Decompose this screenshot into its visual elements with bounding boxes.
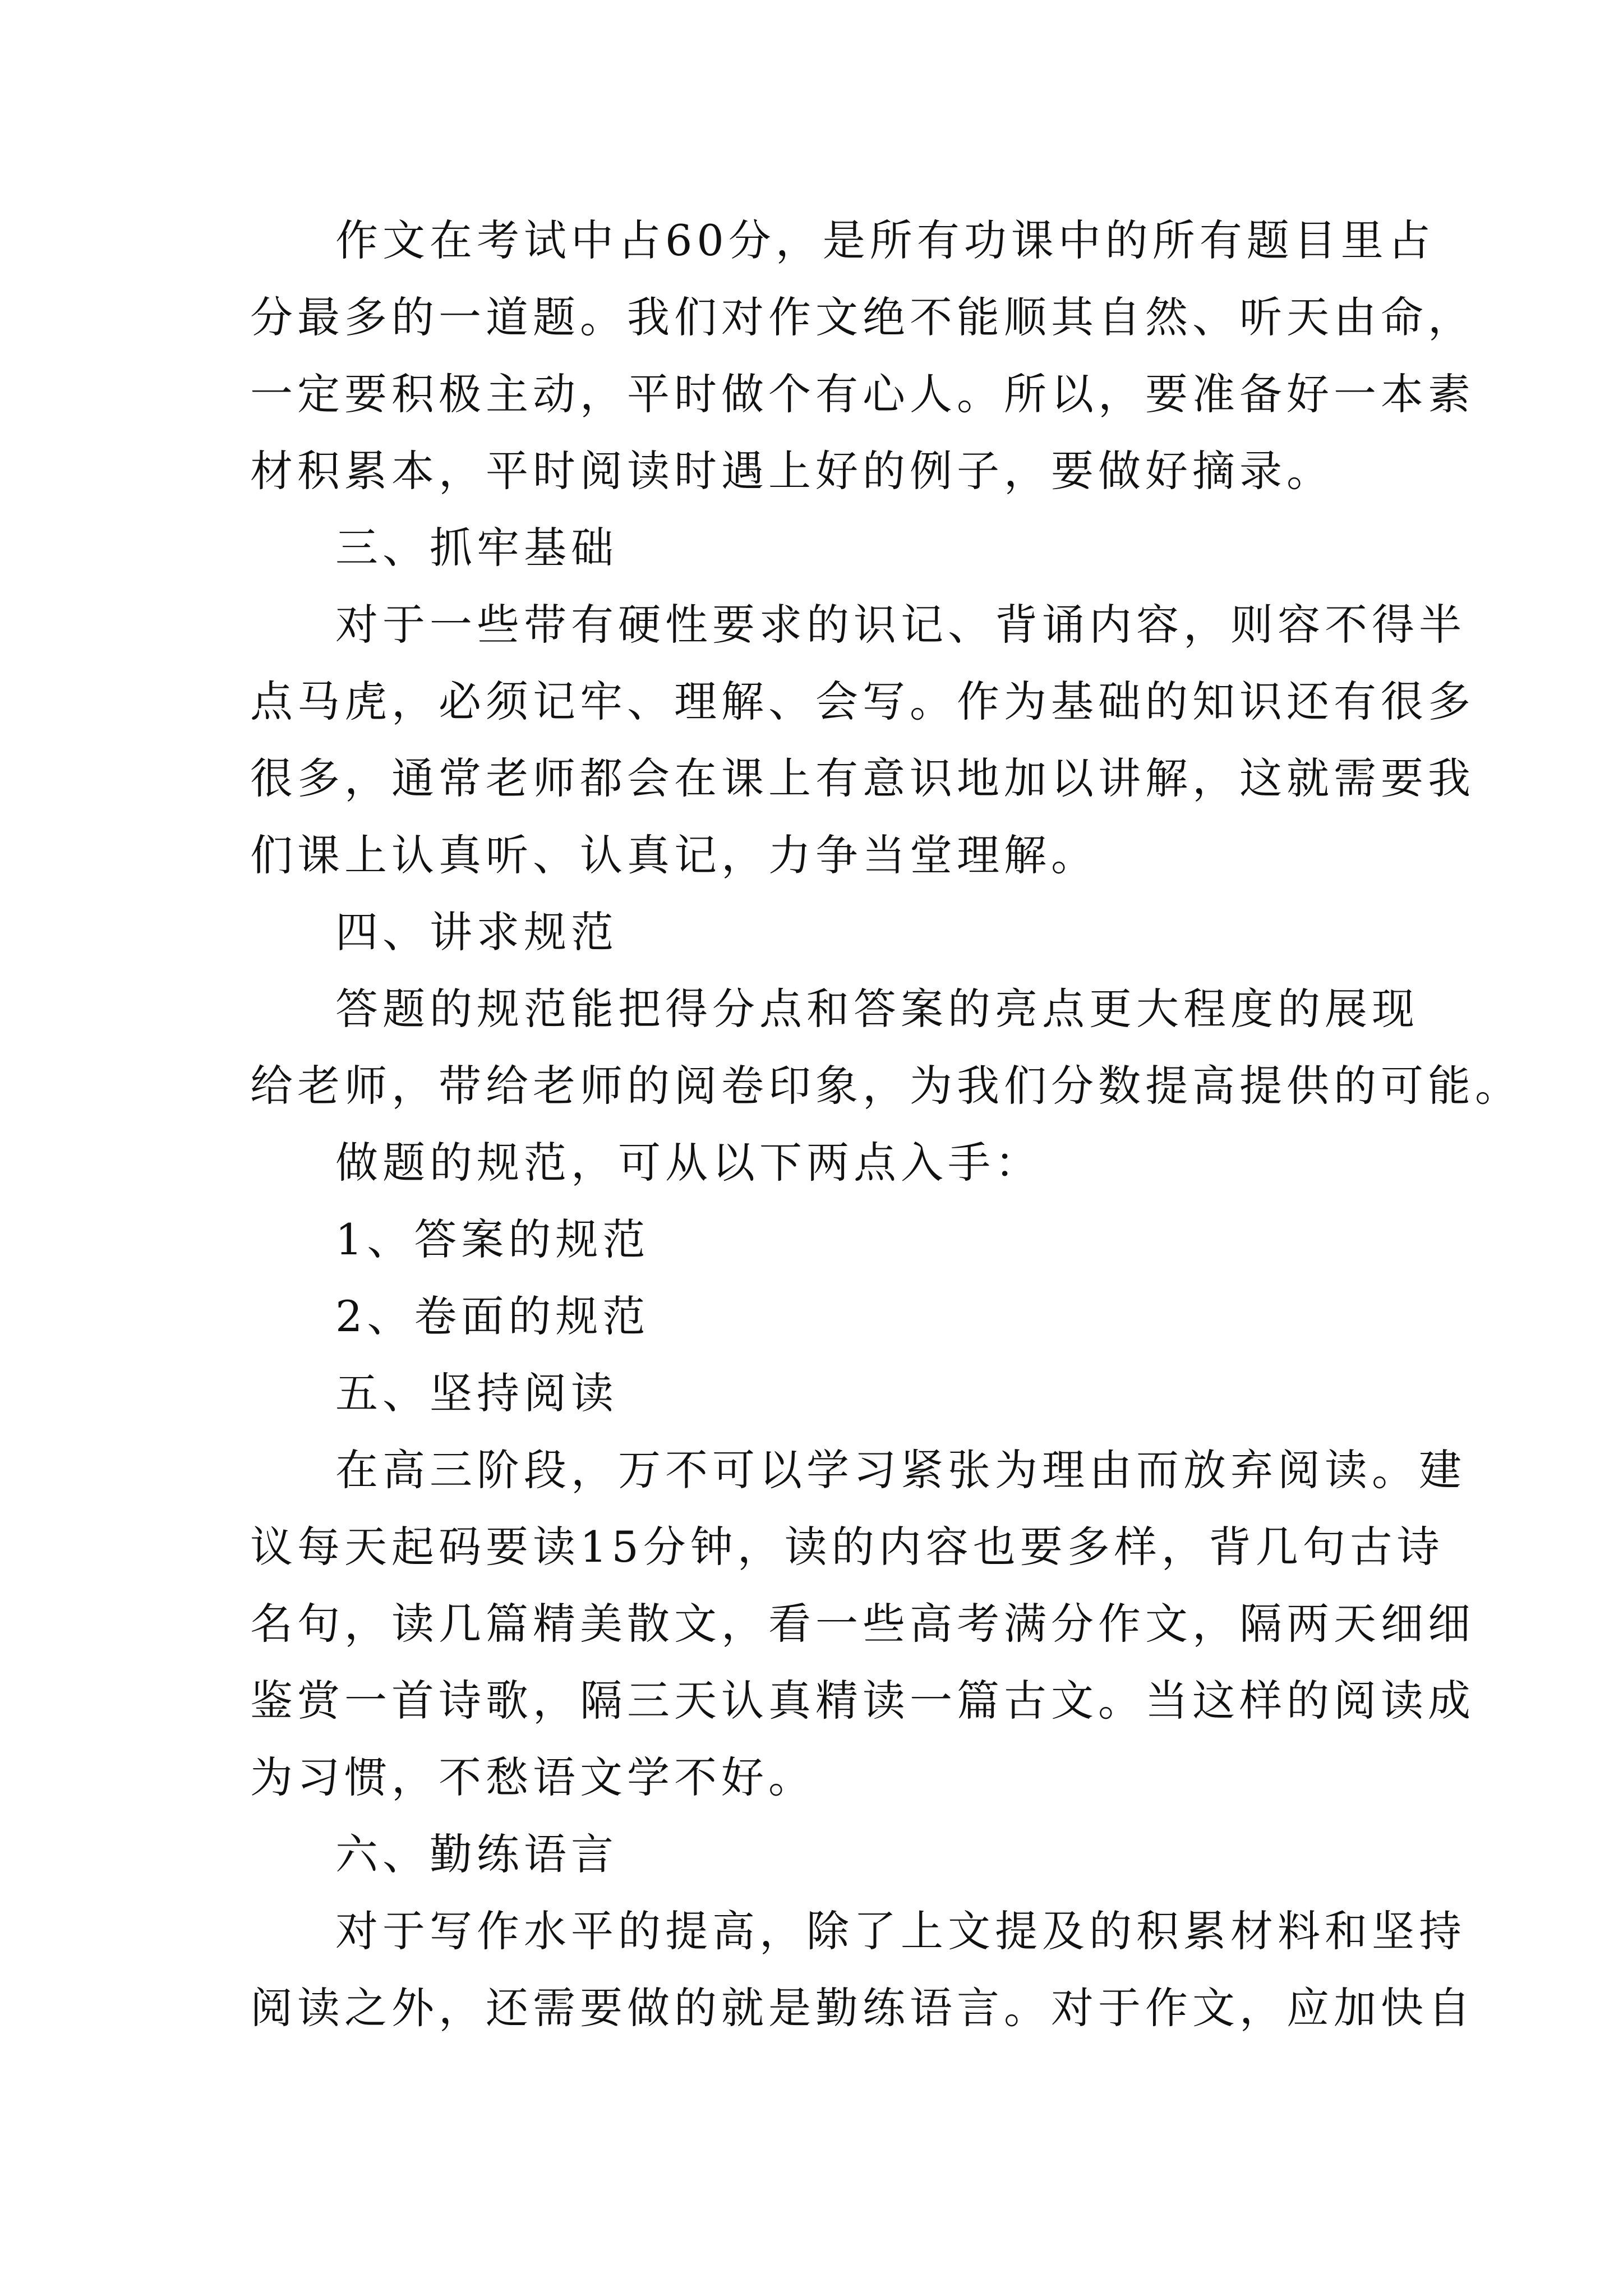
paragraph-line: 做题的规范，可从以下两点入手： xyxy=(335,1138,1042,1188)
paragraph-line: 名句，读几篇精美散文，看一些高考满分作文，隔两天细细 xyxy=(250,1599,1475,1649)
paragraph-line: 议每天起码要读15分钟，读的内容也要多样，背几句古诗 xyxy=(250,1522,1444,1572)
paragraph-line: 们课上认真听、认真记，力争当堂理解。 xyxy=(250,830,1098,880)
section-heading: 四、讲求规范 xyxy=(335,907,618,957)
section-heading: 六、勤练语言 xyxy=(335,1829,618,1879)
list-item: 2、卷面的规范 xyxy=(335,1291,650,1341)
document-body xyxy=(250,202,1522,2046)
paragraph-line: 阅读之外，还需要做的就是勤练语言。对于作文，应加快自 xyxy=(250,1983,1475,2033)
paragraph-line: 分最多的一道题。我们对作文绝不能顺其自然、听天由命， xyxy=(250,292,1475,342)
paragraph-line: 点马虎，必须记牢、理解、会写。作为基础的知识还有很多 xyxy=(250,677,1475,726)
paragraph-line: 作文在考试中占60分，是所有功课中的所有题目里占 xyxy=(335,215,1435,265)
paragraph-line: 答题的规范能把得分点和答案的亮点更大程度的展现 xyxy=(335,984,1419,1034)
paragraph-line: 鉴赏一首诗歌，隔三天认真精读一篇古文。当这样的阅读成 xyxy=(250,1676,1475,1726)
paragraph-line: 一定要积极主动，平时做个有心人。所以，要准备好一本素 xyxy=(250,369,1475,419)
paragraph-line: 对于写作水平的提高，除了上文提及的积累材料和坚持 xyxy=(335,1906,1466,1956)
section-heading: 五、坚持阅读 xyxy=(335,1368,618,1418)
paragraph-line: 对于一些带有硬性要求的识记、背诵内容，则容不得半 xyxy=(335,600,1466,650)
paragraph-line: 在高三阶段，万不可以学习紧张为理由而放弃阅读。建 xyxy=(335,1445,1466,1495)
paragraph-line: 为习惯，不愁语文学不好。 xyxy=(250,1752,815,1802)
section-heading: 三、抓牢基础 xyxy=(335,523,618,573)
paragraph-line: 给老师，带给老师的阅卷印象，为我们分数提高提供的可能。 xyxy=(250,1061,1522,1111)
paragraph-line: 很多，通常老师都会在课上有意识地加以讲解，这就需要我 xyxy=(250,753,1475,803)
paragraph-line: 材积累本，平时阅读时遇上好的例子，要做好摘录。 xyxy=(250,446,1334,496)
list-item: 1、答案的规范 xyxy=(335,1214,650,1264)
